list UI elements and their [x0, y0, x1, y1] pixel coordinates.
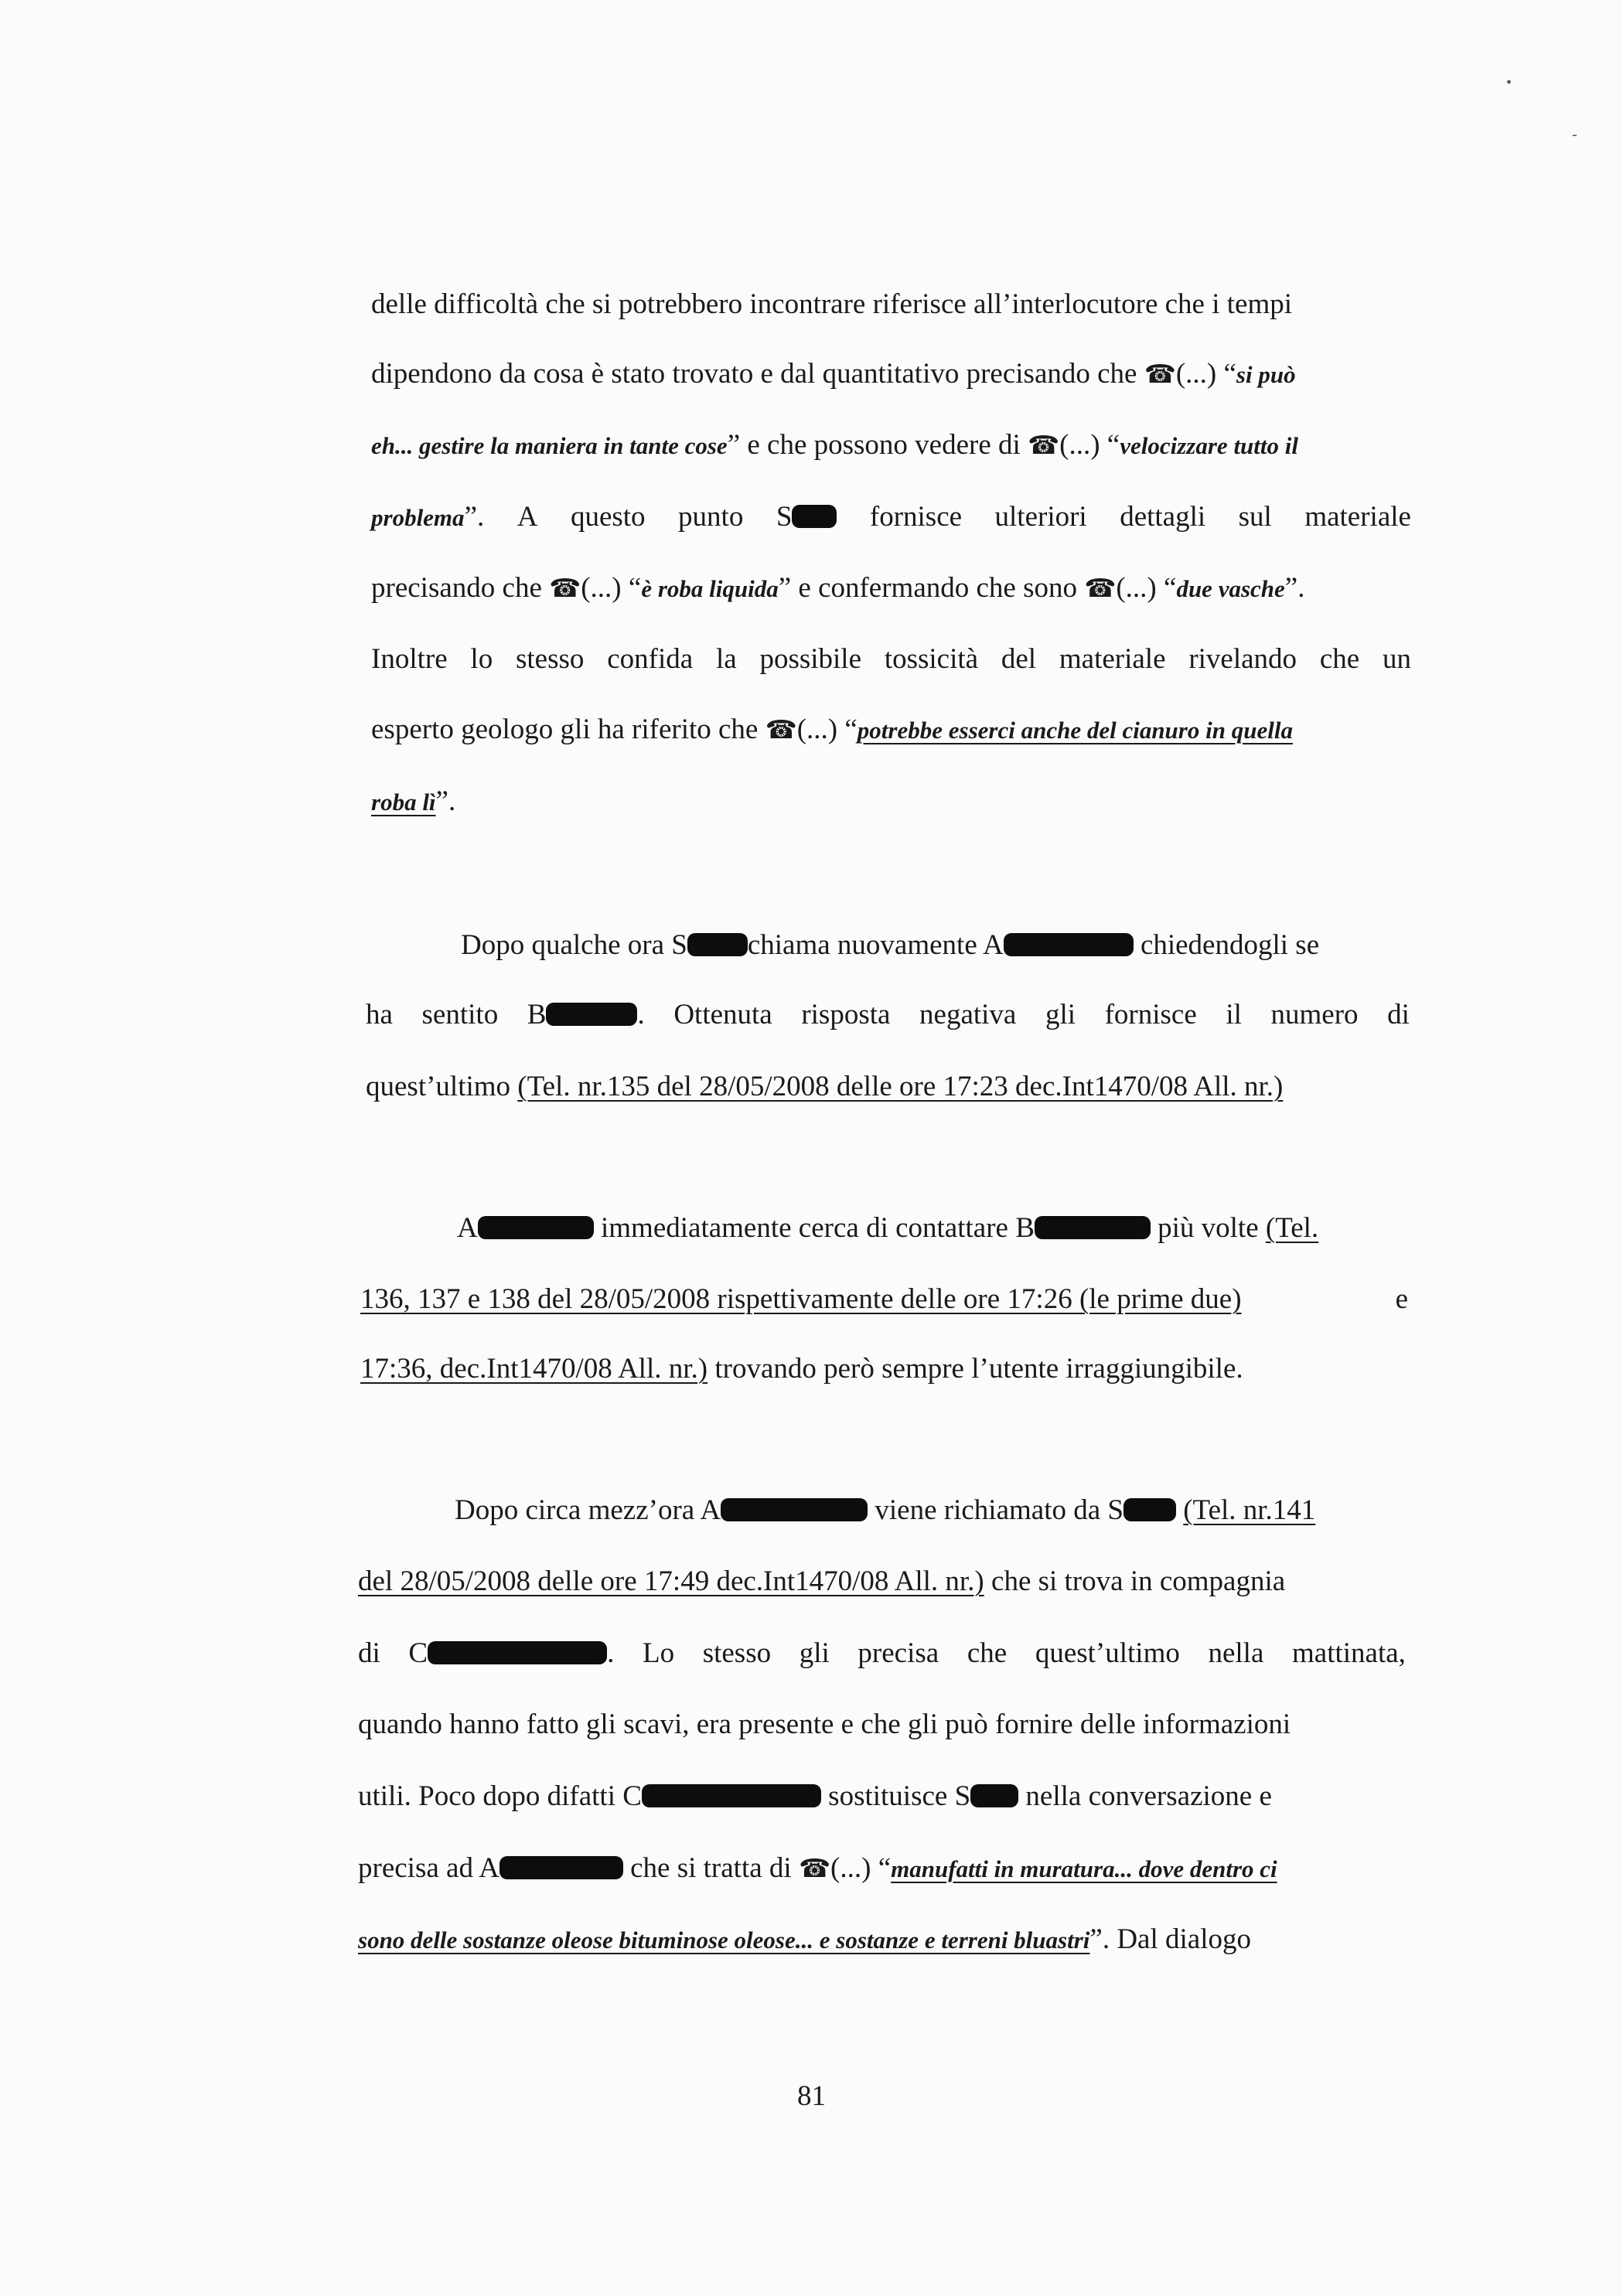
paragraph-line: eh... gestire la maniera in tante cose” e che possono vedere di ☎(...) “velocizzare tutto il [371, 429, 1298, 461]
paragraph-line: precisando che ☎(...) “è roba liquida” e confermando che sono ☎(...) “due vasche”. [371, 572, 1305, 604]
redaction-bar [428, 1641, 607, 1664]
paragraph-line: 17:36, dec.Int1470/08 All. nr.) trovando però sempre l’utente irraggiungibile. [360, 1353, 1243, 1385]
redaction-bar [1123, 1498, 1176, 1521]
redaction-bar [478, 1216, 594, 1239]
paragraph-line: quando hanno fatto gli scavi, era presente e che gli può fornire delle informazioni [358, 1708, 1291, 1740]
paragraph-line: ha sentito B . Ottenuta risposta negativa gli fornisce il numero di [366, 999, 1410, 1030]
telephone-icon: ☎ [765, 714, 797, 744]
paragraph-line: problema”. A questo punto S fornisce ulteriori dettagli sul materiale [371, 501, 1411, 533]
paragraph-line: 136, 137 e 138 del 28/05/2008 rispettivamente delle ore 17:26 (le prime due) e [360, 1283, 1408, 1315]
paragraph-line: di C . Lo stesso gli precisa che quest’ultimo nella mattinata, [358, 1637, 1406, 1669]
paragraph-line: esperto geologo gli ha riferito che ☎(...) “potrebbe esserci anche del cianuro in quella [371, 714, 1293, 745]
telephone-icon: ☎ [1084, 573, 1117, 603]
telephone-icon: ☎ [798, 1853, 831, 1883]
paragraph-line: sono delle sostanze oleose bituminose oleose... e sostanze e terreni bluastri”. Dal dialogo [358, 1923, 1251, 1955]
redaction-bar [1035, 1216, 1151, 1239]
paragraph-line: del 28/05/2008 delle ore 17:49 dec.Int1470/08 All. nr.) che si trova in compagnia [358, 1565, 1286, 1597]
corner-mark-dash: - [1572, 126, 1577, 143]
redaction-bar [642, 1784, 821, 1807]
paragraph-line: Dopo circa mezz’ora A viene richiamato da S (Tel. nr.141 [455, 1494, 1316, 1526]
paragraph-line: roba lì”. [371, 785, 456, 817]
redaction-bar [687, 933, 748, 956]
redaction-bar [546, 1003, 637, 1026]
redaction-bar [500, 1856, 623, 1879]
paragraph-line: precisa ad A che si tratta di ☎(...) “manufatti in muratura... dove dentro ci [358, 1852, 1277, 1884]
corner-mark-dot: • [1506, 74, 1512, 91]
paragraph-line: delle difficoltà che si potrebbero incontrare riferisce all’interlocutore che i tempi [371, 288, 1293, 320]
paragraph-line: A immediatamente cerca di contattare B più volte (Tel. [457, 1212, 1319, 1244]
paragraph-line: quest’ultimo (Tel. nr.135 del 28/05/2008 delle ore 17:23 dec.Int1470/08 All. nr.) [366, 1071, 1284, 1102]
redaction-bar [1004, 933, 1134, 956]
telephone-icon: ☎ [549, 573, 581, 603]
telephone-icon: ☎ [1028, 430, 1060, 460]
redaction-bar [792, 505, 837, 528]
redaction-bar [970, 1784, 1018, 1807]
paragraph-line: utili. Poco dopo difatti C sostituisce S nella conversazione e [358, 1780, 1272, 1812]
paragraph-line: dipendono da cosa è stato trovato e dal quantitativo precisando che ☎(...) “si può [371, 358, 1296, 390]
redaction-bar [721, 1498, 868, 1521]
telephone-icon: ☎ [1144, 359, 1176, 389]
paragraph-line: Dopo qualche ora S chiama nuovamente A chiedendogli se [461, 929, 1320, 961]
page-number: 81 [797, 2080, 826, 2112]
paragraph-line: Inoltre lo stesso confida la possibile tossicità del materiale rivelando che un [371, 643, 1411, 675]
